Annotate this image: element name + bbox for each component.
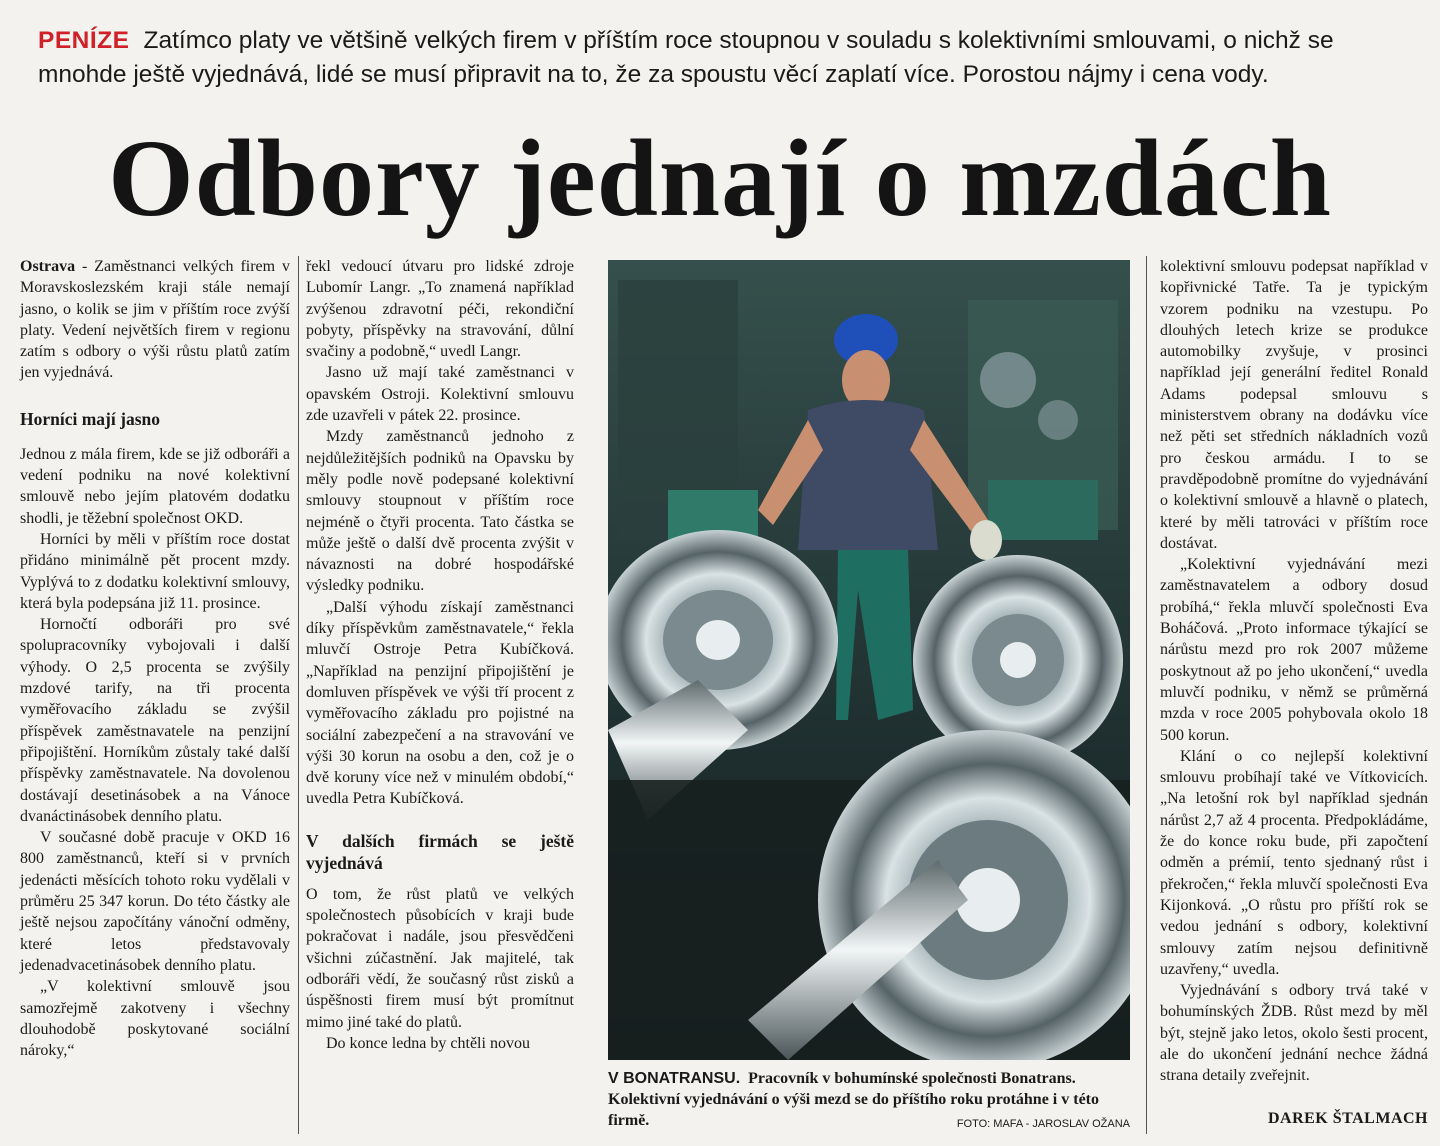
article-column-2	[306, 256, 574, 1054]
paragraph: „Kolektivní vyjednávání mezi zaměstnavatelem a odbory dosud probíhá,“ řekla mluvčí společnosti Eva Boháčová. „Proto informace týkající se nárůstu mezd pro rok 2007 můžeme poskytnout až po jeho ukončení,“ uvedla mluvčí podniku, v němž se průměrná mzda v roce 2005 pohybovala okolo 18 500 korun.	[1160, 556, 1428, 744]
article-photo	[608, 260, 1130, 1060]
intro-paragraph	[20, 256, 290, 384]
paragraph: V současné době pracuje v OKD 16 800 zaměstnanců, kteří si v prvních jedenácti měsících tohoto roku vydělali v průměru 25 347 korun. Do této částky ale ještě nejsou započítány vánoční odměny, které letos představovaly jedenadvacetinásobek denního platu.	[20, 829, 290, 974]
dateline: Ostrava	[20, 258, 76, 275]
paragraph: Do konce ledna by chtěli novou	[326, 1034, 530, 1052]
byline: DAREK ŠTALMACH	[1267, 1110, 1428, 1127]
photo-caption	[608, 1068, 1130, 1135]
caption-lead: V BONATRANSU.	[608, 1070, 741, 1087]
paragraph: Vyjednávání s odbory trvá také v bohumínských ŽDB. Růst mezd by měl být, stejně jako letos, okolo šesti procent, ale do ukončení jednání nechce žádná strana detaily zveřejnit.	[1160, 982, 1428, 1085]
kicker: PENÍZE	[38, 27, 130, 54]
article-column-3	[1160, 256, 1428, 1087]
paragraph: řekl vedoucí útvaru pro lidské zdroje Lubomír Langr. „To znamená například zvýšenou zdravotní péči, rekondiční pobyty, příspěvky na stravování, důlní svačiny a podobně,“ uvedl Langr.	[306, 258, 574, 361]
column-rule	[1146, 256, 1147, 1134]
paragraph: „Další výhodu získají zaměstnanci díky příspěvkům zaměstnavatele,“ řekla mluvčí Ostroje Petra Kubíčková. „Například na penzijní připojištění je domluven příspěvek ve výši tří procent z vyměřovacího základu pro pojistné na sociální zabezpečení a na stravování ve výši 30 korun na osobu a den, což je o dvě koruny více než v minulém období,“ uvedla Petra Kubíčková.	[306, 598, 574, 808]
factory-worker-photo	[608, 260, 1130, 1060]
paragraph: Jednou z mála firem, kde se již odboráři a vedení podniku na nové kolektivní smlouvě nebo jejím platovém dodatku shodli, je těžební společnost OKD.	[20, 445, 290, 527]
subheading-dalsi-firmy: V dalších firmách se ještě vyjednává	[306, 830, 574, 873]
subheading-hornici: Horníci mají jasno	[20, 408, 160, 429]
lede-text: Zatímco platy ve většině velkých firem v příštím roce stoupnou v souladu s kolektivními smlouvami, o nichž se mnohde ještě vyjednává, lidé se musí připravit na to, že za spoustu věcí zaplatí více. Porostou nájmy i cena vody.	[38, 27, 1334, 88]
paragraph: Hornočtí odboráři pro své spolupracovníky vybojovali i další výhody. O 2,5 procenta se zvýšily mzdové tarify, na tři procenta vyměřovacího základu se zvýšil příspěvek zaměstnavatele na penzijní připojištění. Horníkům zůstaly také další příspěvky zaměstnavatele. Na dovolenou dostávají desetinásobek a na Vánoce dvanáctinásobek denního platu.	[20, 616, 290, 825]
paragraph: „V kolektivní smlouvě jsou samozřejmě zakotveny i všechny dlouhodobě poskytované sociální nároky,“	[20, 978, 290, 1060]
paragraph: Jasno už mají také zaměstnanci v opavském Ostroji. Kolektivní smlouvu zde uzavřeli v pátek 22. prosince.	[306, 364, 574, 425]
intro-text: - Zaměstnanci velkých firem v Moravskoslezském kraji stále nemají jasno, o kolik se jim v příštím roce zvýší platy. Vedení největších firem v regionu zatím s odbory o výši růstu platů zatím jen vyjednává.	[20, 258, 290, 382]
paragraph: Mzdy zaměstnanců jednoho z nejdůležitějších podniků na Opavsku by měly podle nově podepsané kolektivní smlouvy stoupnout v příštím roce nejméně o čtyři procenta. Tato částka se může ještě o další dvě procenta zvýšit v návaznosti na dobré hospodářské výsledky podniku.	[306, 428, 574, 595]
column-rule	[298, 256, 299, 1134]
paragraph: kolektivní smlouvu podepsat například v kopřivnické Tatře. Ta je typickým vzorem podniku na vzestupu. Po dlouhých letech krize se produkce automobilky zvyšuje, v prosinci například její generální ředitel Ronald Adams podepsal smlouvu s ministerstvem obrany na dodávku více než pěti set středních nákladních vozů pro českou armádu. I to se pravděpodobně promítne do vyjednávání o kolektivní smlouvě a hlavně o platech, které by měli tatrováci v příštím roce dostávat.	[1160, 258, 1428, 552]
paragraph: Horníci by měli v příštím roce dostat přidáno minimálně pět procent mzdy. Vyplývá to z dodatku kolektivní smlouvy, která byla podepsána již 11. prosince.	[20, 530, 290, 612]
caption-text: Pracovník v bohumínské společnosti Bonatrans. Kolektivní vyjednávání o výši mezd se do příštího roku protáhne i v této firmě.	[608, 1070, 1099, 1129]
lede	[38, 24, 1418, 92]
paragraph: Klání o co nejlepší kolektivní smlouvu probíhají také ve Vítkovicích. „Na letošní rok byl například sjednán nárůst 2,7 až 4 procenta. Předpokládáme, že do konce roku bude, při započtení odměn a prémií, tento sjednaný růst i překročen,“ řekla mluvčí společnosti Eva Kijonková. „O růstu pro příští rok se vedou jednání s odbory, kolektivní smlouvy zatím nejsou definitivně uzavřeny,“ uvedla.	[1160, 747, 1428, 978]
article-column-1	[20, 256, 290, 1061]
photo-credit: FOTO: MAFA - JAROSLAV OŽANA	[956, 1118, 1130, 1130]
paragraph: O tom, že růst platů ve velkých společnostech působících v kraji bude pokračovat i nadále, jsou přesvědčeni všichni zúčastnění. Jak majitelé, tak odboráři vědí, že současný růst zisků a úspěšnosti firem musí být promítnut mimo jiné také do platů.	[306, 885, 574, 1031]
headline: Odbory jednají o mzdách	[108, 117, 1332, 239]
